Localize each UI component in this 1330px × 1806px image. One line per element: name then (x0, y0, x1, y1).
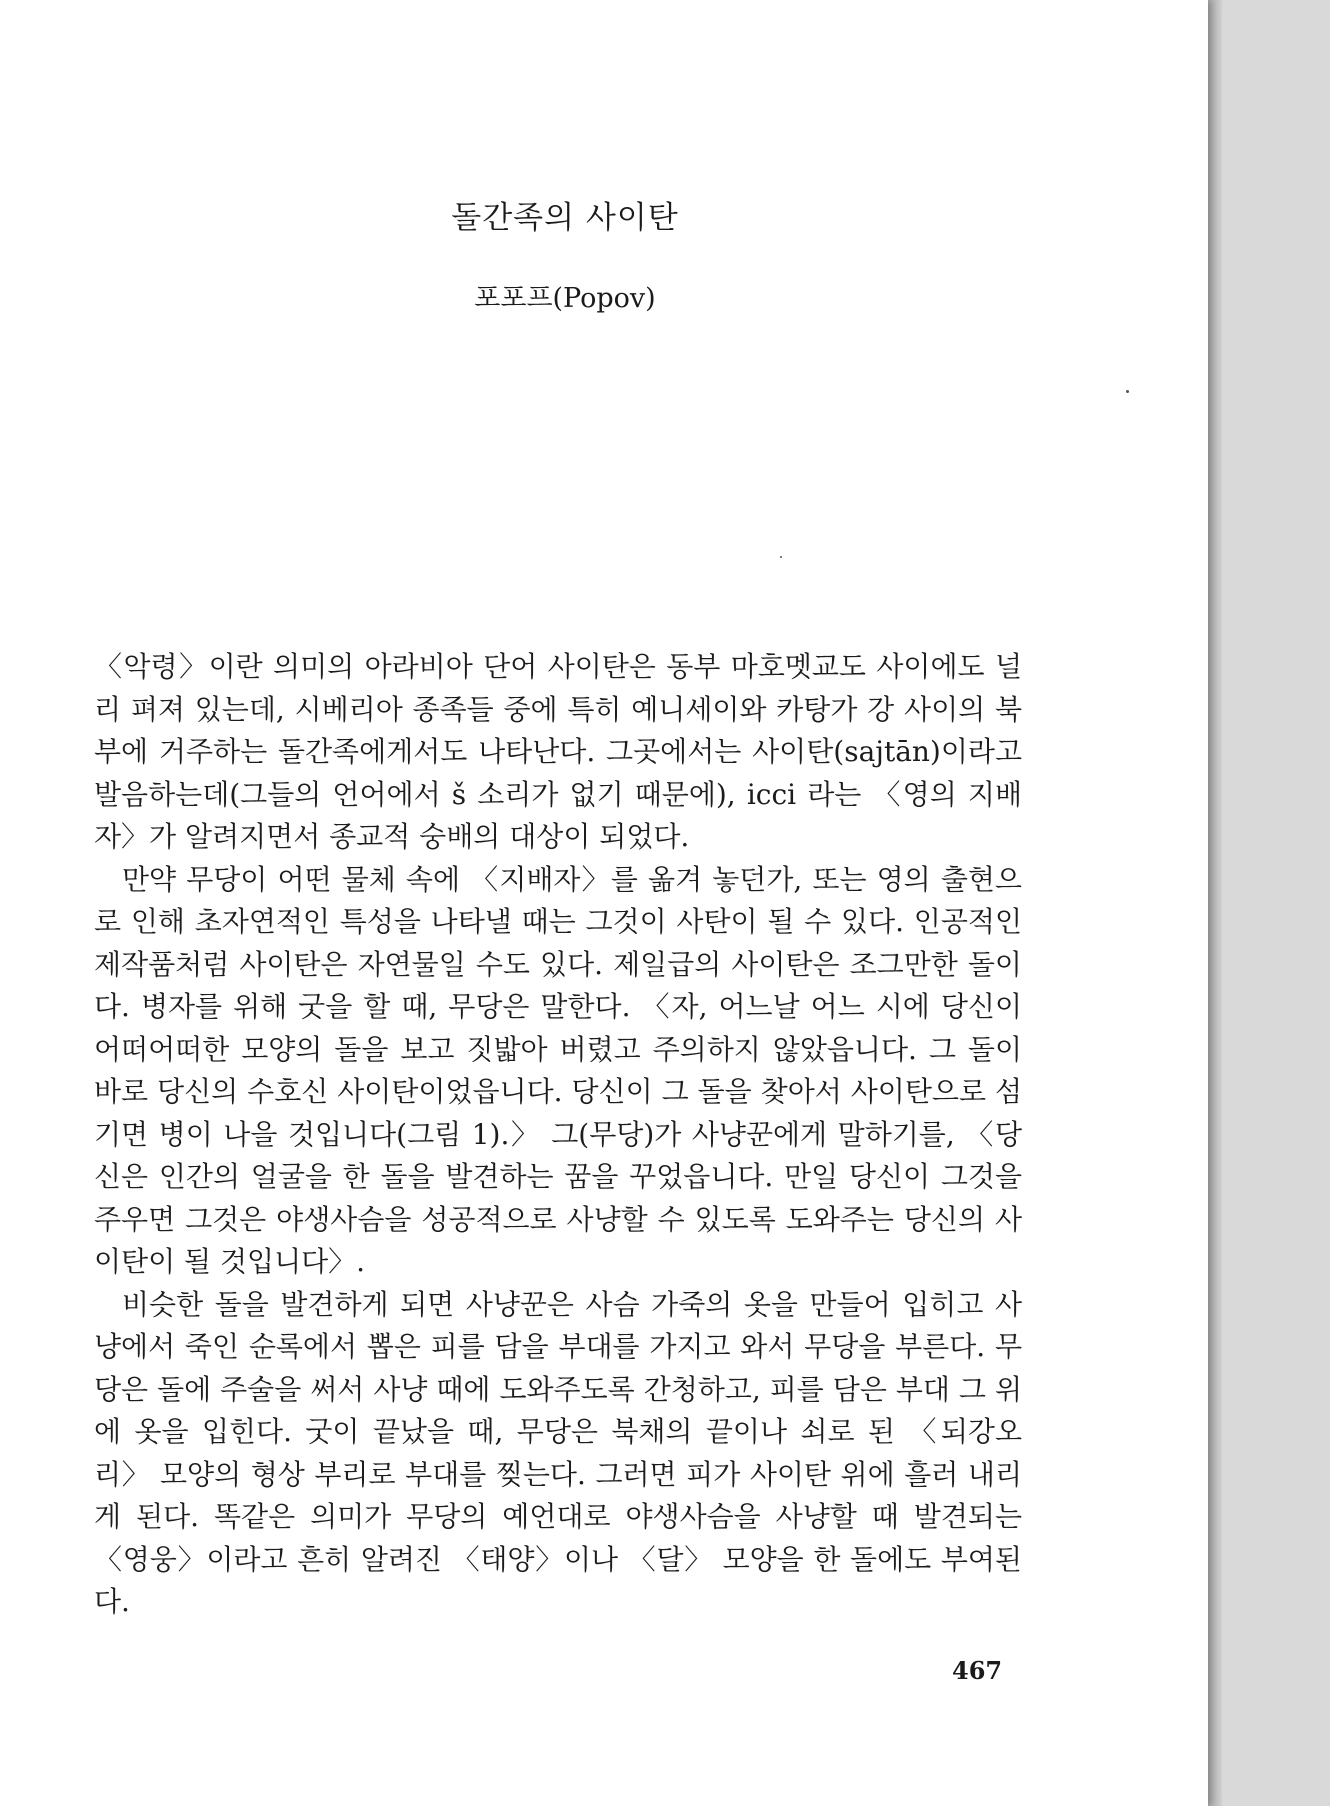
page-title: 돌간족의 사이탄 (451, 200, 679, 236)
body-text (94, 646, 1022, 1624)
paragraph-2: 만약 무당이 어떤 물체 속에 〈지배자〉를 옮겨 놓던가, 또는 영의 출현으로 인해 초자연적인 특성을 나타낼 때는 그것이 사탄이 될 수 있다. 인공적인 제작품처럼 사이탄은 자연물일 수도 있다. 제일급의 사이탄은 조그만한 돌이다. 병자를 위해 굿을 할 때, 무당은 말한다. 〈자, 어느날 어느 시에 당신이 어떠어떠한 모양의 돌을 보고 짓밟아 버렸고 주의하지 않았읍니다. 그 돌이 바로 당신의 수호신 사이탄이었읍니다. 당신이 그 돌을 찾아서 사이탄으로 섬기면 병이 나을 것입니다(그림 1).〉 그(무당)가 사냥꾼에게 말하기를, 〈당신은 인간의 얼굴을 한 돌을 발견하는 꿈을 꾸었읍니다. 만일 당신이 그것을 주우면 그것은 야생사슴을 성공적으로 사냥할 수 있도록 도와주는 당신의 사이탄이 될 것입니다〉. (94, 862, 1022, 1278)
author-line: 포포프(Popov) (474, 283, 656, 314)
page-number: 467 (952, 1656, 1003, 1685)
scan-speck (1126, 390, 1129, 393)
paragraph-1: 〈악령〉이란 의미의 아라비아 단어 사이탄은 동부 마호멧교도 사이에도 널리 펴져 있는데, 시베리아 종족들 중에 특히 예니세이와 카탕가 강 사이의 북부에 거주하는 돌간족에게서도 나타난다. 그곳에서는 사이탄(sajtān)이라고 발음하는데(그들의 언어에서 š 소리가 없기 때문에), icci 라는 〈영의 지배자〉가 알려지면서 종교적 숭배의 대상이 되었다. (94, 650, 1022, 853)
paragraph-3: 비슷한 돌을 발견하게 되면 사냥꾼은 사슴 가죽의 옷을 만들어 입히고 사냥에서 죽인 순록에서 뽑은 피를 담을 부대를 가지고 와서 무당을 부른다. 무당은 돌에 주술을 써서 사냥 때에 도와주도록 간청하고, 피를 담은 부대 그 위에 옷을 입힌다. 굿이 끝났을 때, 무당은 북채의 끝이나 쇠로 된 〈되강오리〉 모양의 형상 부리로 부대를 찢는다. 그러면 피가 사이탄 위에 흘러 내리게 된다. 똑같은 의미가 무당의 예언대로 야생사슴을 사냥할 때 발견되는 〈영웅〉이라고 흔히 알려진 〈태양〉이나 〈달〉 모양을 한 돌에도 부여된다. (94, 1287, 1022, 1618)
scan-speck (780, 556, 782, 558)
